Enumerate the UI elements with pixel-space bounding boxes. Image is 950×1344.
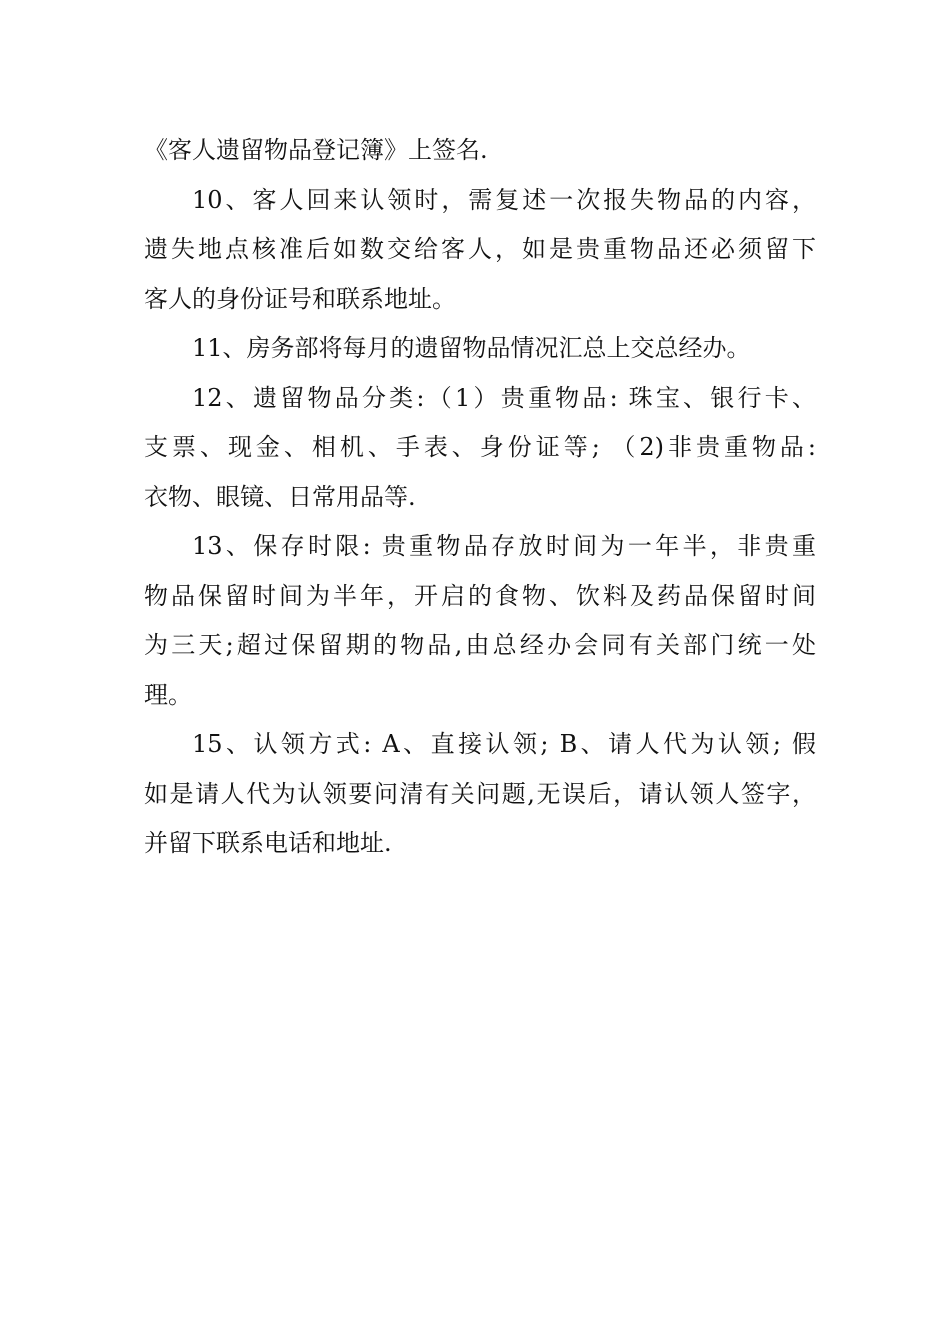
text-line: 《客人遗留物品登记簿》上签名. [144, 136, 488, 164]
text-line: 15、认领方式: A、直接认领; B、请人代为认领; 假 [192, 730, 816, 758]
text-line: 10、客人回来认领时，需复述一次报失物品的内容， [192, 185, 816, 214]
text-line: 如是请人代为认领要问清有关问题,无误后，请认领人签字， [144, 779, 816, 808]
text-line: 支票、现金、相机、手表、身份证等; （2)非贵重物品: [144, 433, 816, 461]
text-line: 客人的身份证号和联系地址。 [144, 284, 456, 313]
text-line: 物品保留时间为半年，开启的食物、饮料及药品保留时间 [144, 581, 816, 610]
text-line: 衣物、眼镜、日常用品等. [144, 482, 416, 511]
document-body [144, 126, 816, 869]
text-line: 理。 [144, 680, 192, 709]
text-line: 为三天;超过保留期的物品,由总经办会同有关部门统一处 [144, 631, 816, 659]
text-line: 并留下联系电话和地址. [144, 829, 392, 857]
text-line: 遗失地点核准后如数交给客人，如是贵重物品还必须留下 [144, 235, 816, 263]
text-line: 11、房务部将每月的遗留物品情况汇总上交总经办。 [192, 334, 751, 362]
text-line: 13、保存时限: 贵重物品存放时间为一年半，非贵重 [192, 532, 816, 560]
text-line: 12、遗留物品分类:（1）贵重物品: 珠宝、银行卡、 [192, 383, 816, 412]
